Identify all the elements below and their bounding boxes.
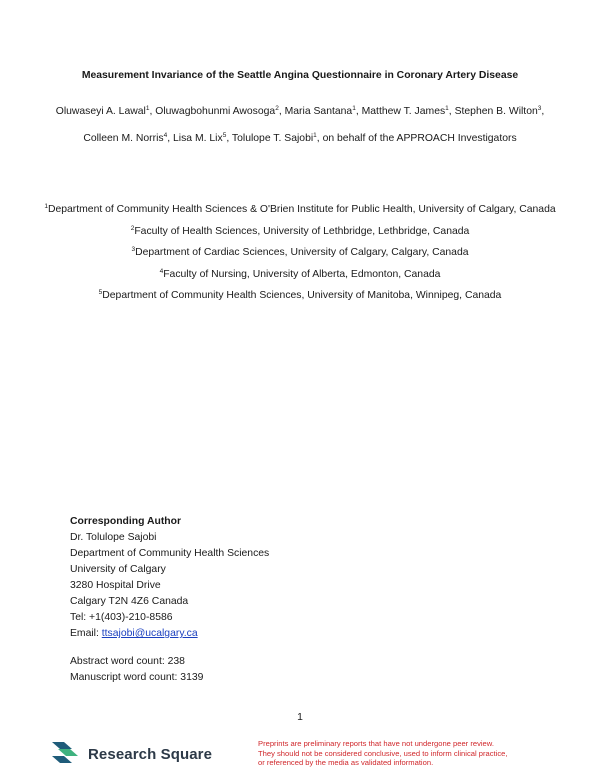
author-name: Oluwagbohunmi Awosoga [155, 106, 276, 117]
author-separator: , [167, 133, 174, 144]
affiliation-item [40, 242, 560, 264]
preprint-disclaimer [258, 739, 558, 768]
author-separator: , [316, 133, 323, 144]
corresponding-street: 3280 Hospital Drive [70, 580, 161, 591]
affiliation-list [40, 199, 560, 307]
corresponding-department: Department of Community Health Sciences [70, 548, 270, 559]
affiliation-number: 1 [44, 203, 48, 210]
author-affiliation-mark: 5 [222, 132, 227, 139]
affiliation-number: 3 [131, 246, 136, 253]
author-affiliation-mark: 1 [145, 105, 150, 112]
research-square-name: Research Square [88, 746, 213, 763]
corresponding-name: Dr. Tolulope Sajobi [70, 532, 157, 543]
corresponding-university: University of Calgary [70, 564, 166, 575]
author-name: Lisa M. Lix [173, 133, 223, 144]
author-affiliation-mark: 2 [275, 105, 279, 112]
paper-title: Measurement Invariance of the Seattle Angina Questionnaire in Coronary Artery Disease [81, 70, 519, 81]
affiliation-item [40, 285, 560, 307]
author-name: Oluwaseyi A. Lawal [55, 106, 146, 117]
disclaimer-line: Preprints are preliminary reports that have not undergone peer review. [258, 739, 494, 748]
disclaimer-line: They should not be considered conclusive, used to inform clinical practice, [258, 748, 508, 758]
affiliation-number: 5 [98, 289, 103, 296]
affiliation-text: Faculty of Health Sciences, University of Lethbridge, Lethbridge, Canada [134, 225, 470, 237]
author-name: Stephen B. Wilton [454, 106, 538, 117]
corresponding-heading: Corresponding Author [70, 516, 182, 527]
author-affiliation-mark: 1 [445, 105, 449, 112]
abstract-word-count: Abstract word count: 238 [70, 656, 185, 667]
author-separator: , [541, 106, 545, 117]
affiliation-item [40, 221, 560, 243]
author-affiliation-mark: 1 [313, 132, 317, 139]
email-link[interactable]: ttsajobi@ucalgary.ca [101, 628, 198, 639]
email-label: Email: [70, 628, 102, 639]
corresponding-author-block [70, 514, 269, 642]
author-separator: , [278, 106, 285, 117]
affiliation-text: Department of Community Health Sciences, University of Manitoba, Winnipeg, Canada [102, 290, 502, 301]
authors-suffix: on behalf of the APPROACH Investigators [322, 133, 517, 144]
author-name: Matthew T. James [361, 106, 446, 117]
author-separator: , [226, 133, 232, 144]
word-counts [70, 654, 203, 686]
author-separator: , [355, 106, 362, 117]
author-separator: , [448, 106, 455, 117]
corresponding-city: Calgary T2N 4Z6 Canada [70, 596, 189, 607]
author-name: Colleen M. Norris [83, 133, 164, 144]
corresponding-email-line [70, 626, 269, 642]
affiliation-number: 4 [159, 267, 164, 275]
disclaimer-line: or referenced by the media as validated information. [258, 758, 434, 767]
affiliation-item [40, 199, 560, 221]
author-affiliation-mark: 3 [537, 105, 542, 112]
affiliation-text: Department of Cardiac Sciences, University of Calgary, Calgary, Canada [135, 247, 469, 258]
affiliation-item [40, 264, 560, 286]
author-name: Tolulope T. Sajobi [231, 133, 314, 144]
affiliation-number: 2 [130, 224, 135, 232]
author-name: Maria Santana [284, 106, 353, 117]
page-number: 1 [297, 712, 303, 723]
research-square-brand[interactable] [50, 740, 212, 769]
affiliation-text: Department of Community Health Sciences & O'Brien Institute for Public Health, University of Calgary, Canada [47, 204, 556, 215]
author-affiliation-mark: 4 [163, 132, 168, 139]
corresponding-tel: Tel: +1(403)-210-8586 [70, 612, 173, 623]
author-list [40, 98, 560, 152]
affiliation-text: Faculty of Nursing, University of Alberta, Edmonton, Canada [163, 268, 441, 280]
author-affiliation-mark: 1 [352, 105, 356, 112]
manuscript-word-count: Manuscript word count: 3139 [70, 672, 204, 683]
research-square-logo-icon [50, 740, 80, 769]
author-separator: , [149, 106, 156, 117]
